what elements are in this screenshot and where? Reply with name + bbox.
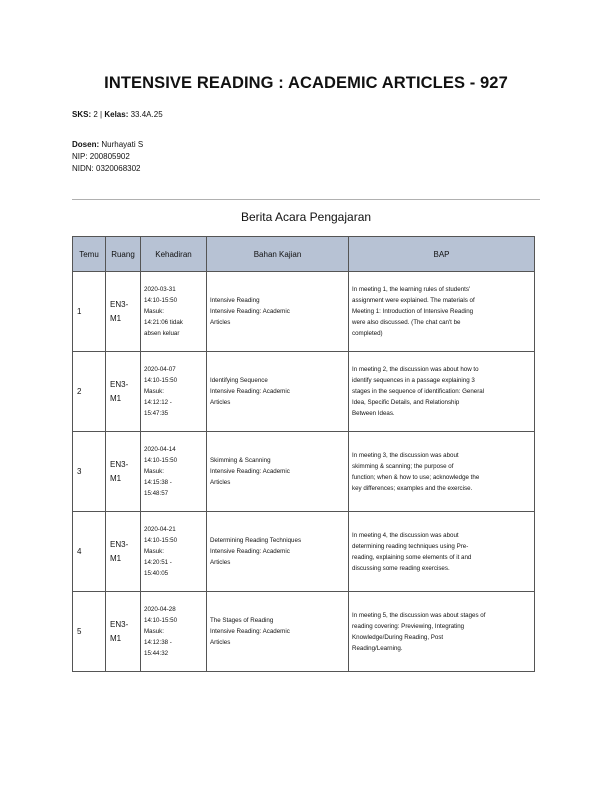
cell-bahan-kajian [207,352,349,432]
bahan-line: Identifying Sequence [210,377,268,384]
nidn-line: NIDN: 0320068302 [72,164,141,173]
bap-line: In meeting 2, the discussion was about how to [352,366,479,373]
kelas-value: 33.4A.25 [130,110,163,119]
header-ruang: Ruang [106,237,141,272]
kehadiran-line: Masuk: [144,548,164,555]
bahan-line: Articles [210,559,231,566]
cell-bahan-kajian [207,272,349,352]
table-row [73,272,535,352]
bap-line: identify sequences in a passage explaining 3 [352,377,475,384]
bap-line: discussing some reading exercises. [352,564,450,572]
bahan-line: Articles [210,479,231,486]
cell-bap [349,432,535,512]
kehadiran-line: 2020-04-07 [144,366,176,373]
cell-temu: 3 [73,432,106,512]
bap-line: determining reading techniques using Pre- [352,542,469,550]
dosen-line [72,140,143,150]
kehadiran-line: 14:21:06 tidak [144,319,183,326]
bap-line: In meeting 1, the learning rules of students' [352,286,471,293]
cell-bahan-kajian [207,432,349,512]
kehadiran-line: 14:10-15:50 [144,537,178,544]
bap-line: Knowledge/During Reading, Post [352,633,444,641]
nip-line: NIP: 200805902 [72,152,130,161]
kehadiran-line: 2020-04-14 [144,446,176,453]
table-row [73,512,535,592]
bap-line: In meeting 5, the discussion was about stages of [352,611,486,619]
cell-bahan-kajian [207,592,349,672]
kehadiran-line: Masuk: [144,388,164,395]
bap-line: In meeting 3, the discussion was about [352,451,459,459]
cell-kehadiran [141,352,207,432]
kelas-label: Kelas: [104,110,129,119]
cell-bap [349,512,535,592]
bap-line: skimming & scanning; the purpose of [352,462,454,470]
sks-label: SKS: [72,110,92,119]
cell-bap [349,352,535,432]
kehadiran-line: 14:10-15:50 [144,617,178,624]
kehadiran-line: absen keluar [144,330,180,337]
bap-line: assignment were explained. The materials of [352,297,475,304]
bap-line: reading covering: Previewing, Integrating [352,622,465,630]
kehadiran-line: 14:12:12 - [144,399,172,406]
header-temu: Temu [73,237,106,272]
kehadiran-line: Masuk: [144,308,164,315]
bahan-line: Intensive Reading: Academic [210,628,290,635]
bap-line: completed) [352,330,383,337]
bap-line: were also discussed. (The chat can't be [352,319,461,326]
bahan-line: Intensive Reading: Academic [210,388,290,395]
kehadiran-line: 14:12:38 - [144,639,172,646]
kehadiran-line: 2020-04-21 [144,526,176,533]
table-header-row [73,237,535,272]
bahan-line: Intensive Reading: Academic [210,468,290,475]
kehadiran-line: 14:10-15:50 [144,297,178,304]
kehadiran-line: 2020-04-28 [144,606,176,613]
table-row [73,592,535,672]
cell-bap [349,272,535,352]
cell-ruang: EN3-M1 [106,512,141,592]
cell-temu: 1 [73,272,106,352]
bap-line: In meeting 4, the discussion was about [352,531,459,539]
bahan-line: Intensive Reading: Academic [210,308,290,315]
cell-kehadiran [141,272,207,352]
cell-temu: 2 [73,352,106,432]
dosen-value: Nurhayati S [101,140,144,149]
kehadiran-line: 15:48:57 [144,490,169,497]
cell-temu: 4 [73,512,106,592]
cell-kehadiran [141,512,207,592]
cell-bap [349,592,535,672]
kehadiran-line: Masuk: [144,628,164,635]
header-bahan-kajian: Bahan Kajian [207,237,349,272]
kehadiran-line: 14:10-15:50 [144,377,178,384]
bahan-line: Articles [210,639,231,646]
kehadiran-line: 14:10-15:50 [144,457,178,464]
cell-kehadiran [141,432,207,512]
bap-table [72,236,535,672]
bahan-line: Skimming & Scanning [210,457,271,464]
bap-line: reading, explaining some elements of it and [352,553,472,561]
table-row [73,432,535,512]
sks-value: 2 [93,110,98,119]
cell-bahan-kajian [207,512,349,592]
bap-line: Meeting 1: Introduction of Intensive Reading [352,308,474,315]
page-title: INTENSIVE READING : ACADEMIC ARTICLES - 927 [104,74,508,92]
bahan-line: Determining Reading Techniques [210,537,302,544]
bahan-line: The Stages of Reading [210,617,274,624]
kehadiran-line: 15:40:05 [144,570,169,577]
bap-line: stages in the sequence of identification: General [352,388,485,395]
bahan-line: Articles [210,399,231,406]
bahan-line: Intensive Reading [210,297,260,304]
kehadiran-line: 14:20:51 - [144,559,172,566]
cell-ruang: EN3-M1 [106,432,141,512]
kehadiran-line: 14:15:38 - [144,479,172,486]
bap-line: key differences; examples and the exercise. [352,484,473,492]
lecturer-info [72,140,143,174]
bap-line: Reading/Learning. [352,644,403,652]
kehadiran-line: 15:44:32 [144,650,169,657]
bahan-line: Intensive Reading: Academic [210,548,290,555]
header-kehadiran: Kehadiran [141,237,207,272]
cell-kehadiran [141,592,207,672]
dosen-label: Dosen: [72,140,100,149]
header-bap: BAP [349,237,535,272]
cell-ruang: EN3-M1 [106,592,141,672]
cell-ruang: EN3-M1 [106,352,141,432]
divider [72,199,540,200]
bap-line: Idea, Specific Details, and Relationship [352,399,460,406]
course-info [72,110,163,120]
kehadiran-line: Masuk: [144,468,164,475]
kehadiran-line: 2020-03-31 [144,286,176,293]
kehadiran-line: 15:47:35 [144,410,169,417]
table-row [73,352,535,432]
separator: | [100,110,103,119]
section-title: Berita Acara Pengajaran [240,210,372,224]
bahan-line: Articles [210,319,231,326]
cell-temu: 5 [73,592,106,672]
bap-line: Between Ideas. [352,410,395,417]
bap-line: function; when & how to use; acknowledge the [352,473,480,481]
cell-ruang: EN3-M1 [106,272,141,352]
